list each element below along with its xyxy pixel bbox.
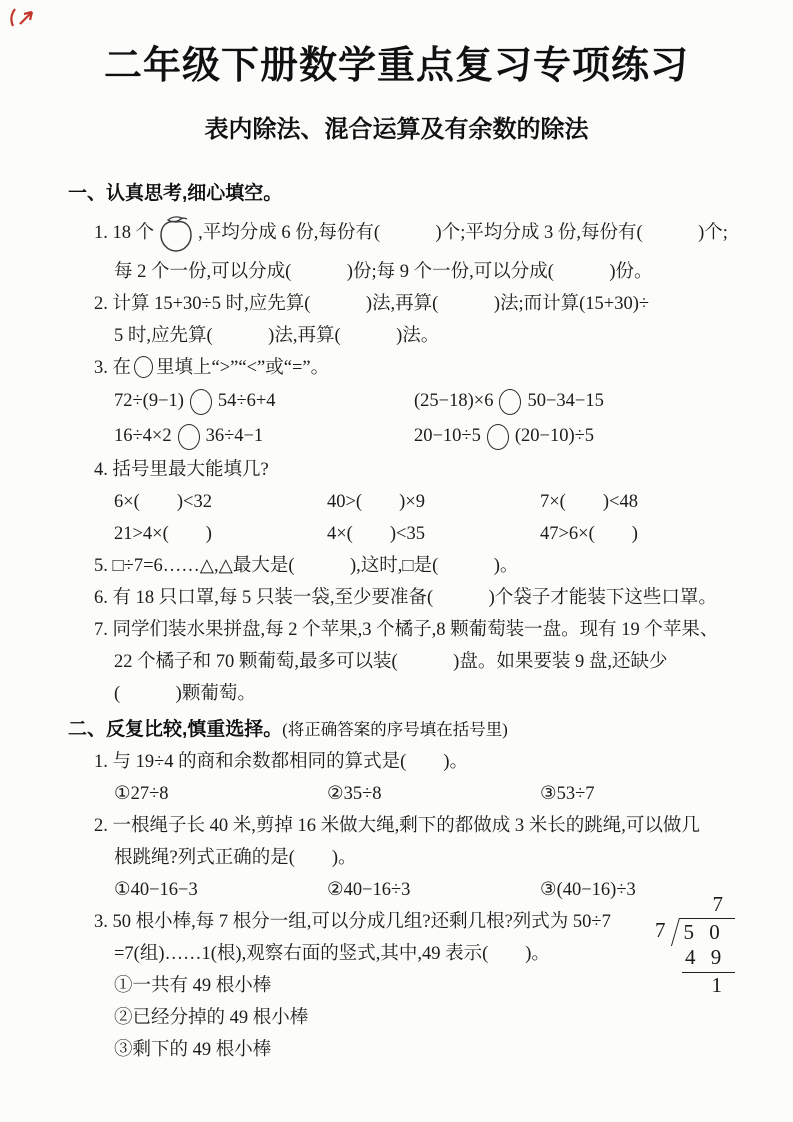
option-1: ①27÷8 [114, 784, 169, 804]
question-3-compare-row-1 [114, 384, 753, 419]
question-1-text-after-apple: ,平均分成 6 份,每份有( )个;平均分成 3 份,每份有( )个; [198, 223, 728, 243]
longdiv-dividend: 5 0 [679, 918, 735, 946]
section1-heading: 一、认真思考,细心填空。 [68, 183, 283, 204]
compare-left: 16÷4×2 [114, 426, 172, 446]
question-6: 6. 有 18 只口罩,每 5 只装一袋,至少要准备( )个袋子才能装下这些口罩。 [94, 588, 717, 608]
question-4-row-2 [114, 518, 753, 550]
circle-blank-icon [134, 356, 153, 378]
compare-item [414, 384, 714, 419]
longdiv-remainder: 1 [711, 972, 722, 997]
longdiv-subtract: 4 9 [682, 945, 735, 973]
compare-right: 50−34−15 [527, 391, 604, 411]
option-2: ②已经分掉的 49 根小棒 [114, 1008, 309, 1028]
question-7-line-2: 22 个橘子和 70 颗葡萄,最多可以装( )盘。如果要装 9 盘,还缺少 [114, 652, 668, 672]
option-3: ③(40−16)÷3 [540, 880, 636, 900]
choice-question-3-block [68, 892, 753, 1066]
circle-blank-icon [178, 424, 200, 450]
compare-right: (20−10)÷5 [514, 426, 595, 446]
compare-item [414, 419, 714, 454]
apple-icon [157, 213, 195, 253]
question-2-line-1: 2. 计算 15+30÷5 时,应先算( )法,再算( )法;而计算(15+30)÷ [94, 294, 650, 314]
circle-blank-icon [499, 389, 521, 415]
choice-question-2-line-2: 根跳绳?列式正确的是( )。 [114, 848, 357, 868]
long-division-figure [655, 892, 737, 998]
longdiv-divisor: 7 [655, 917, 666, 942]
question-7-line-1: 7. 同学们装水果拼盘,每 2 个苹果,3 个橘子,8 颗葡萄装一盘。现有 19 个苹果、 [94, 620, 719, 640]
question-4-stem: 4. 括号里最大能填几? [94, 460, 269, 480]
option-2: ②35÷8 [327, 784, 382, 804]
circle-blank-icon [190, 389, 212, 415]
option-3: ③剩下的 49 根小棒 [114, 1040, 272, 1060]
question-3-compare-row-2 [114, 419, 753, 454]
question-4-row-1 [114, 486, 753, 518]
compare-item [114, 384, 414, 419]
choice-question-1-options [114, 778, 753, 810]
fill-max-item: 47>6×( ) [540, 524, 638, 544]
circle-blank-icon [487, 424, 509, 450]
question-1-line-2: 每 2 个一份,可以分成( )份;每 9 个一份,可以分成( )份。 [114, 262, 653, 282]
question-5: 5. □÷7=6……△,△最大是( ),这时,□是( )。 [94, 556, 519, 576]
compare-left: (25−18)×6 [414, 391, 494, 411]
section2-heading-note: (将正确答案的序号填在括号里) [282, 720, 508, 739]
page-title: 二年级下册数学重点复习专项练习 [103, 45, 689, 87]
question-3-stem [94, 352, 753, 384]
question-2-line-2: 5 时,应先算( )法,再算( )法。 [114, 326, 440, 346]
page-subtitle: 表内除法、混合运算及有余数的除法 [204, 116, 589, 143]
option-1: ①一共有 49 根小棒 [114, 976, 272, 996]
fill-max-item: 40>( )×9 [327, 492, 425, 512]
choice-question-3-line-1: 3. 50 根小棒,每 7 根分一组,可以分成几组?还剩几根?列式为 50÷7 [94, 912, 611, 932]
question-7-line-3: ( )颗葡萄。 [114, 684, 256, 704]
option-3: ③53÷7 [540, 784, 595, 804]
option-1: ①40−16−3 [114, 880, 198, 900]
longdiv-main-row [655, 918, 737, 946]
red-corner-mark-icon [6, 5, 38, 30]
option-2: ②40−16÷3 [327, 880, 411, 900]
compare-right: 36÷4−1 [205, 426, 264, 446]
fill-max-item: 7×( )<48 [540, 492, 638, 512]
fill-max-item: 4×( )<35 [327, 524, 425, 544]
compare-left: 72÷(9−1) [114, 391, 184, 411]
choice-question-3-line-2: =7(组)……1(根),观察右面的竖式,其中,49 表示( )。 [114, 944, 550, 964]
choice-question-1: 1. 与 19÷4 的商和余数都相同的算式是( )。 [94, 752, 468, 772]
fill-max-item: 21>4×( ) [114, 524, 212, 544]
question-3-text-before-circle: 3. 在 [94, 358, 132, 378]
section2-heading [68, 714, 753, 746]
longdiv-quotient: 7 [712, 892, 723, 916]
compare-right: 54÷6+4 [217, 391, 276, 411]
section2-heading-main: 二、反复比较,慎重选择。 [68, 719, 283, 740]
compare-item [114, 419, 414, 454]
worksheet-body [0, 144, 793, 1066]
choice-question-2-line-1: 2. 一根绳子长 40 米,剪掉 16 米做大绳,剩下的都做成 3 米长的跳绳,可以做几 [94, 816, 700, 836]
fill-max-item: 6×( )<32 [114, 492, 212, 512]
question-3-text-after-circle: 里填上“>”“<”或“=”。 [156, 358, 330, 378]
question-1-text-before-apple: 1. 18 个 [94, 223, 155, 243]
longdiv-subtract-row [655, 945, 737, 973]
question-1-line-1 [94, 210, 753, 256]
compare-left: 20−10÷5 [414, 426, 481, 446]
